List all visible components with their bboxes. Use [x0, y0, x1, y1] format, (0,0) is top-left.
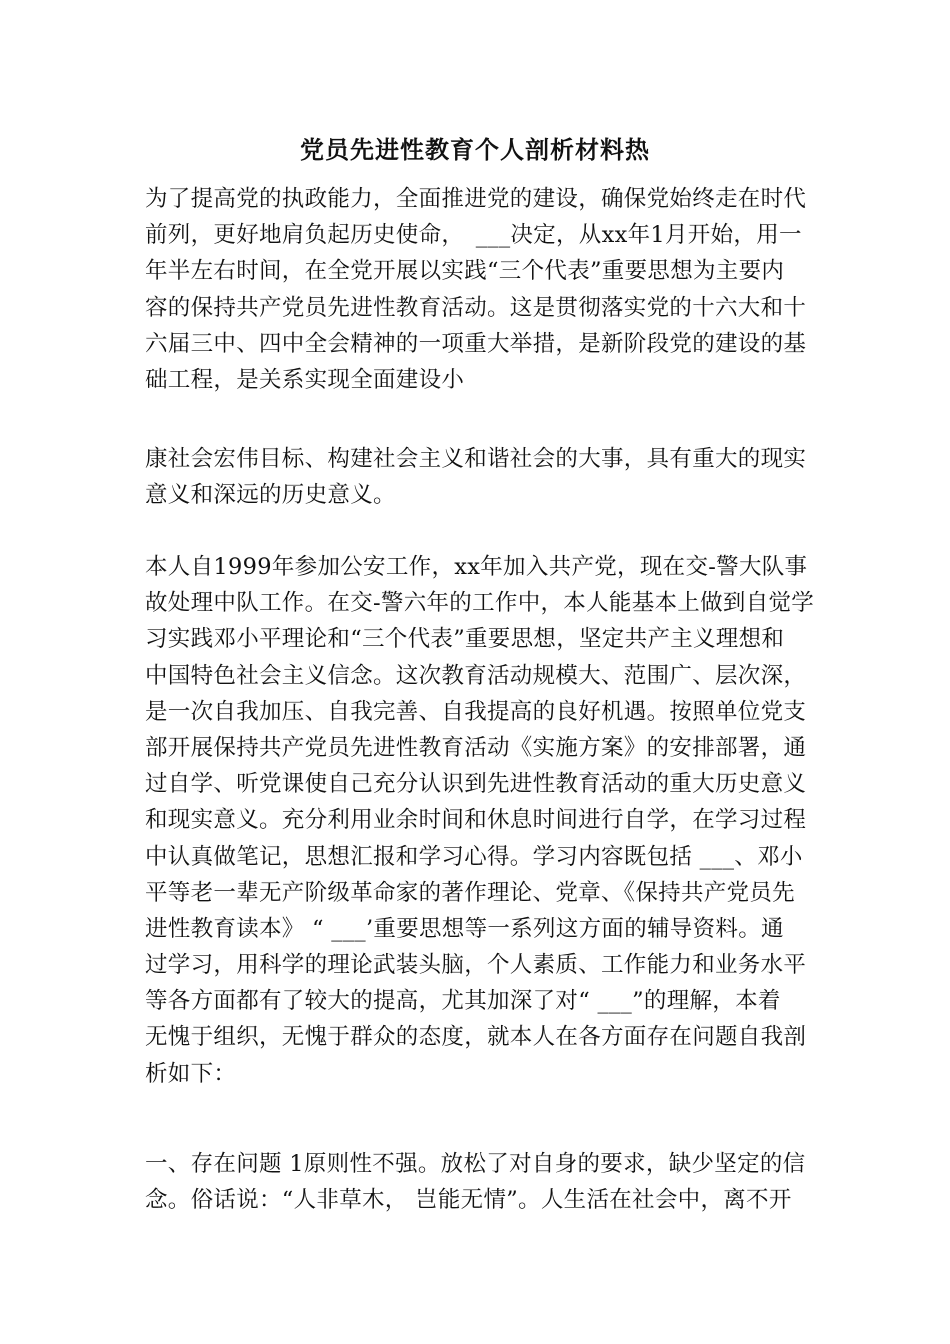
text-line: 康社会宏伟目标、构建社会主义和谐社会的大事，具有重大的现实	[145, 446, 807, 472]
text-line: 过自学、听党课使自己充分认识到先进性教育活动的重大历史意义	[145, 771, 807, 798]
text-line: 为了提高党的执政能力，全面推进党的建设，确保党始终走在时代	[145, 186, 807, 212]
text-line: 本人自1999年参加公安工作，xx年加入共产党，现在交-警大队事	[145, 554, 808, 580]
paragraph-1	[145, 181, 810, 398]
text-line: 础工程，是关系实现全面建设小	[145, 366, 465, 393]
text-line: 容的保持共产党员先进性教育活动。这是贯彻落实党的十六大和十	[145, 294, 807, 321]
text-line: 一、存在问题 1原则性不强。放松了对自身的要求，缺少坚定的信	[145, 1151, 806, 1177]
text-line: 六届三中、四中全会精神的一项重大举措，是新阶段党的建设的基	[145, 330, 807, 357]
text-line: 年半左右时间，在全党开展以实践“三个代表”重要思想为主要内	[145, 258, 785, 285]
text-line: 进性教育读本》 “ ___’重要思想等一系列这方面的辅导资料。通	[145, 915, 784, 942]
text-line: 无愧于组织，无愧于群众的态度，就本人在各方面存在问题自我剖	[145, 1024, 807, 1051]
text-line: 意义和深远的历史意义。	[145, 482, 396, 509]
paragraph-3	[145, 549, 815, 1092]
text-line: 和现实意义。充分利用业余时间和休息时间进行自学，在学习过程	[145, 807, 807, 834]
text-line: 前列，更好地肩负起历史使命， ___决定，从xx年1月开始，用一	[145, 222, 802, 249]
text-line: 中国特色社会主义信念。这次教育活动规模大、范围广、层次深，	[145, 662, 807, 689]
text-line: 念。俗话说：“人非草木， 岂能无情”。人生活在社会中，离不开	[145, 1187, 792, 1214]
text-line: 中认真做笔记，思想汇报和学习心得。学习内容既包括 ___、邓小	[145, 843, 803, 870]
text-line: 部开展保持共产党员先进性教育活动《实施方案》的安排部署，通	[145, 734, 807, 761]
text-line: 习实践邓小平理论和“三个代表”重要思想，坚定共产主义理想和	[145, 626, 785, 653]
paragraph-4	[145, 1146, 810, 1218]
text-line: 析如下：	[145, 1060, 237, 1087]
document-title: 党员先进性教育个人剖析材料热	[300, 135, 650, 164]
text-line: 是一次自我加压、自我完善、自我提高的良好机遇。按照单位党支	[145, 698, 807, 725]
text-line: 故处理中队工作。在交-警六年的工作中，本人能基本上做到自觉学	[145, 590, 815, 617]
text-line: 平等老一辈无产阶级革命家的著作理论、党章、《保持共产党员先	[145, 879, 795, 906]
paragraph-2	[145, 441, 810, 513]
text-line: 过学习，用科学的理论武装头脑，个人素质、工作能力和业务水平	[145, 952, 807, 979]
text-line: 等各方面都有了较大的提高，尤其加深了对“ ___”的理解，本着	[145, 988, 781, 1015]
